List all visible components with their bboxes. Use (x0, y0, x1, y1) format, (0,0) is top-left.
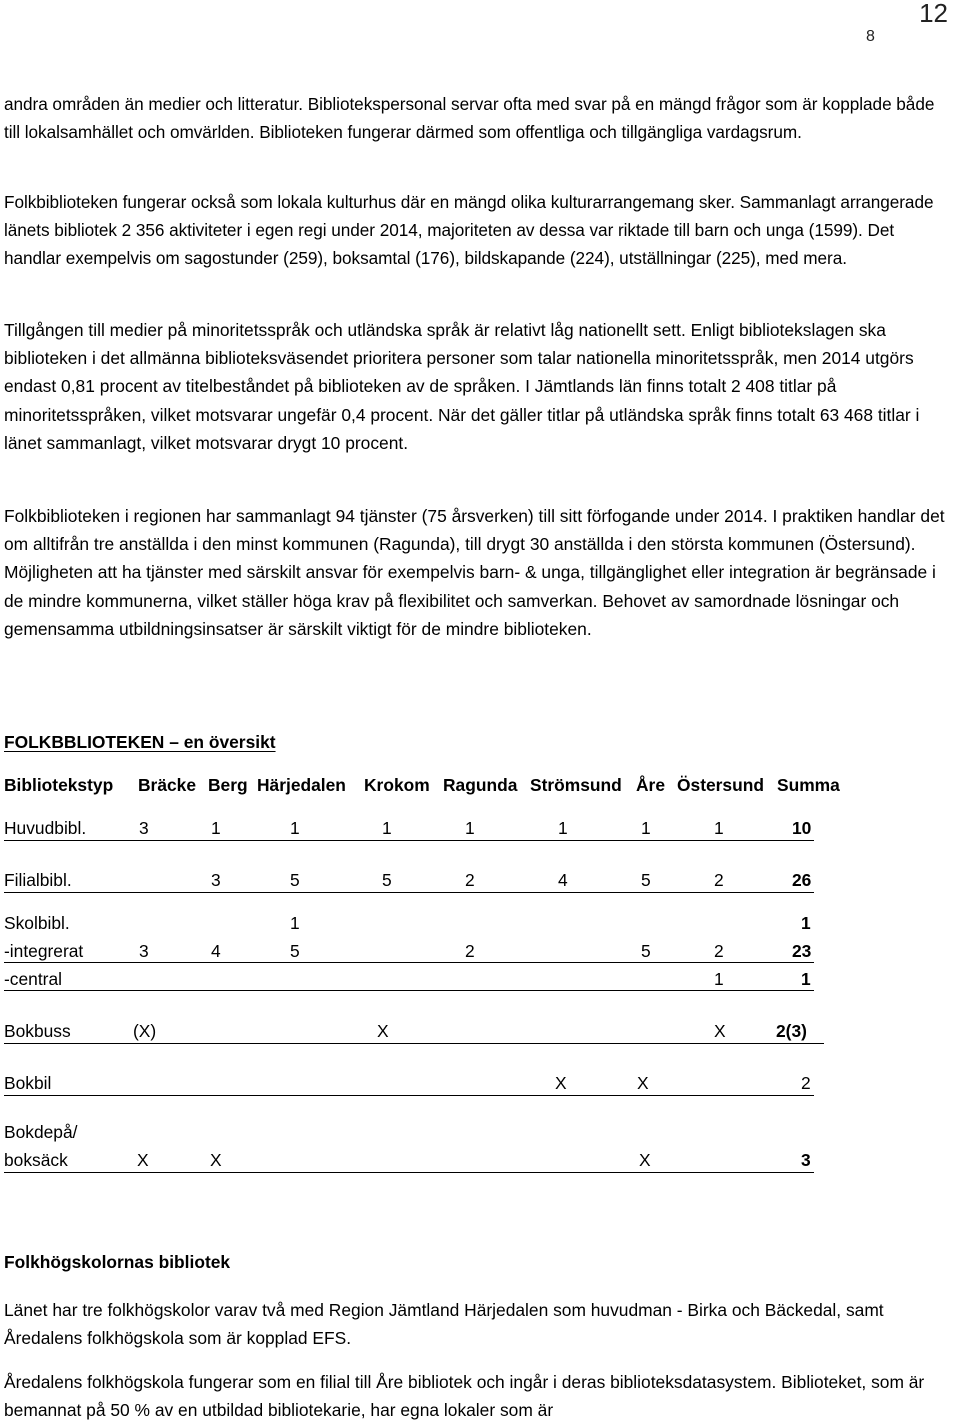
cell-value: 1 (290, 913, 300, 933)
cell-value: 3 (211, 870, 221, 890)
header-harjedalen: Härjedalen (257, 775, 346, 795)
cell-value: X (555, 1073, 567, 1093)
cell-value: 2 (465, 870, 475, 890)
row-underline (4, 990, 814, 991)
cell-value: 4 (558, 870, 568, 890)
row-label: Filialbibl. (4, 870, 72, 890)
cell-summa: 1 (801, 913, 811, 933)
paragraph-minoritetssprak: Tillgången till medier på minoritetsspråk och utländska språk är relativt låg nationellt sett. Enligt bibliotekslagen ska biblioteken i det allmänna biblioteksväsendet prioritera personer som talar nationella minoritetsspråk, men 2014 utgörs endast 0,81 procent av titelbeståndet på biblioteken av de språken. I Jämtlands län finns totalt 2 408 titlar på minoritetsspråken, vilket motsvarar ungefär 0,4 procent. När det gäller titlar på utländska språk finns totalt 63 468 titlar i länet sammanlagt, vilket motsvarar drygt 10 procent. (4, 320, 920, 453)
cell-value: 1 (465, 818, 475, 838)
cell-summa: 23 (792, 941, 812, 961)
cell-value: 2 (714, 941, 724, 961)
row-underline (4, 840, 814, 841)
cell-value: 1 (714, 969, 724, 989)
header-bracke: Bräcke (138, 775, 197, 795)
row-label: Bokdepå/ (4, 1122, 78, 1142)
cell-summa: 2 (801, 1073, 811, 1093)
row-label: -integrerat (4, 941, 84, 961)
row-underline (4, 1043, 824, 1044)
cell-value: X (637, 1073, 649, 1093)
cell-value: 2 (465, 941, 475, 961)
row-label-continued: boksäck (4, 1150, 68, 1170)
paragraph-folkhogskolor: Länet har tre folkhögskolor varav två med Region Jämtland Härjedalen som huvudman - Birka och Bäckedal, samt Åredalens folkhögskola som är kopplad EFS. (4, 1300, 884, 1349)
page-number-outer: 12 (919, 0, 948, 28)
row-label: Huvudbibl. (4, 818, 87, 838)
cell-value: (X) (133, 1021, 157, 1041)
cell-value: 5 (641, 941, 651, 961)
cell-value: X (137, 1150, 149, 1170)
cell-value: X (639, 1150, 651, 1170)
cell-summa: 3 (801, 1150, 811, 1170)
row-underline (4, 1095, 814, 1096)
cell-summa: 10 (792, 818, 812, 838)
cell-value: 1 (211, 818, 221, 838)
cell-value: 5 (290, 870, 300, 890)
cell-value: 1 (382, 818, 392, 838)
folkhogskolor-heading: Folkhögskolornas bibliotek (4, 1252, 231, 1272)
cell-value: 4 (211, 941, 221, 961)
row-label: Bokbuss (4, 1021, 71, 1041)
paragraph-tjanster: Folkbiblioteken i regionen har sammanlagt 94 tjänster (75 årsverken) till sitt förfogande under 2014. I praktiken handlar det om alltifrån tre anställda i den minst kommunen (Ragunda), till drygt 30 anställda i den största kommunen (Östersund). Möjligheten att ha tjänster med särskilt ansvar för exempelvis barn- & unga, tillgänglighet eller integration är begränsade i de mindre kommunerna, vilket ställer höga krav på flexibilitet och samverkan. Behovet av samordnade lösningar och gemensamma utbildningsinsatser är särskilt viktigt för de mindre biblioteken. (4, 506, 945, 639)
cell-summa: 1 (801, 969, 811, 989)
row-label: Bokbil (4, 1073, 52, 1093)
overview-title: FOLKBBLIOTEKEN – en översikt (4, 732, 276, 752)
cell-value: X (714, 1021, 726, 1041)
header-bibliotekstyp: Bibliotekstyp (4, 775, 114, 795)
cell-value: 5 (641, 870, 651, 890)
cell-value: 1 (290, 818, 300, 838)
row-underline (4, 962, 814, 963)
row-label: -central (4, 969, 62, 989)
cell-value: X (377, 1021, 389, 1041)
cell-value: 5 (382, 870, 392, 890)
header-krokom: Krokom (364, 775, 430, 795)
cell-value: 3 (139, 818, 149, 838)
header-ragunda: Ragunda (443, 775, 518, 795)
cell-value: X (210, 1150, 222, 1170)
paragraph-aredalen: Åredalens folkhögskola fungerar som en filial till Åre bibliotek och ingår i deras biblioteksdatasystem. Biblioteket, som är bemannat på 50 % av en utbildad bibliotekarie, har egna lokaler som är (4, 1372, 925, 1421)
paragraph-kulturhus: Folkbiblioteken fungerar också som lokala kulturhus där en mängd olika kulturarrangemang sker. Sammanlagt arrangerade länets bibliotek 2 356 aktiviteter i egen regi under 2014, majoriteten av dessa var riktade till barn och unga (1599). Det handlar exempelvis om sagostunder (259), boksamtal (176), bildskapande (224), utställningar (225), med mera. (4, 192, 934, 269)
cell-summa: 2(3) (776, 1021, 807, 1041)
cell-summa: 26 (792, 870, 812, 890)
header-ostersund: Östersund (677, 775, 764, 795)
paragraph-intro: andra områden än medier och litteratur. Bibliotekspersonal servar ofta med svar på en mängd frågor som är kopplade både till lokalsamhället och omvärlden. Biblioteken fungerar därmed som offentliga och tillgängliga vardagsrum. (4, 94, 935, 143)
cell-value: 1 (641, 818, 651, 838)
row-underline (4, 892, 814, 893)
cell-value: 3 (139, 941, 149, 961)
header-are: Åre (636, 775, 665, 795)
page-number-inner: 8 (866, 28, 875, 45)
cell-value: 2 (714, 870, 724, 890)
cell-value: 5 (290, 941, 300, 961)
header-berg: Berg (208, 775, 248, 795)
row-underline (4, 1172, 814, 1173)
cell-value: 1 (714, 818, 724, 838)
cell-value: 1 (558, 818, 568, 838)
header-summa: Summa (777, 775, 840, 795)
header-stromsund: Strömsund (530, 775, 622, 795)
row-label: Skolbibl. (4, 913, 70, 933)
